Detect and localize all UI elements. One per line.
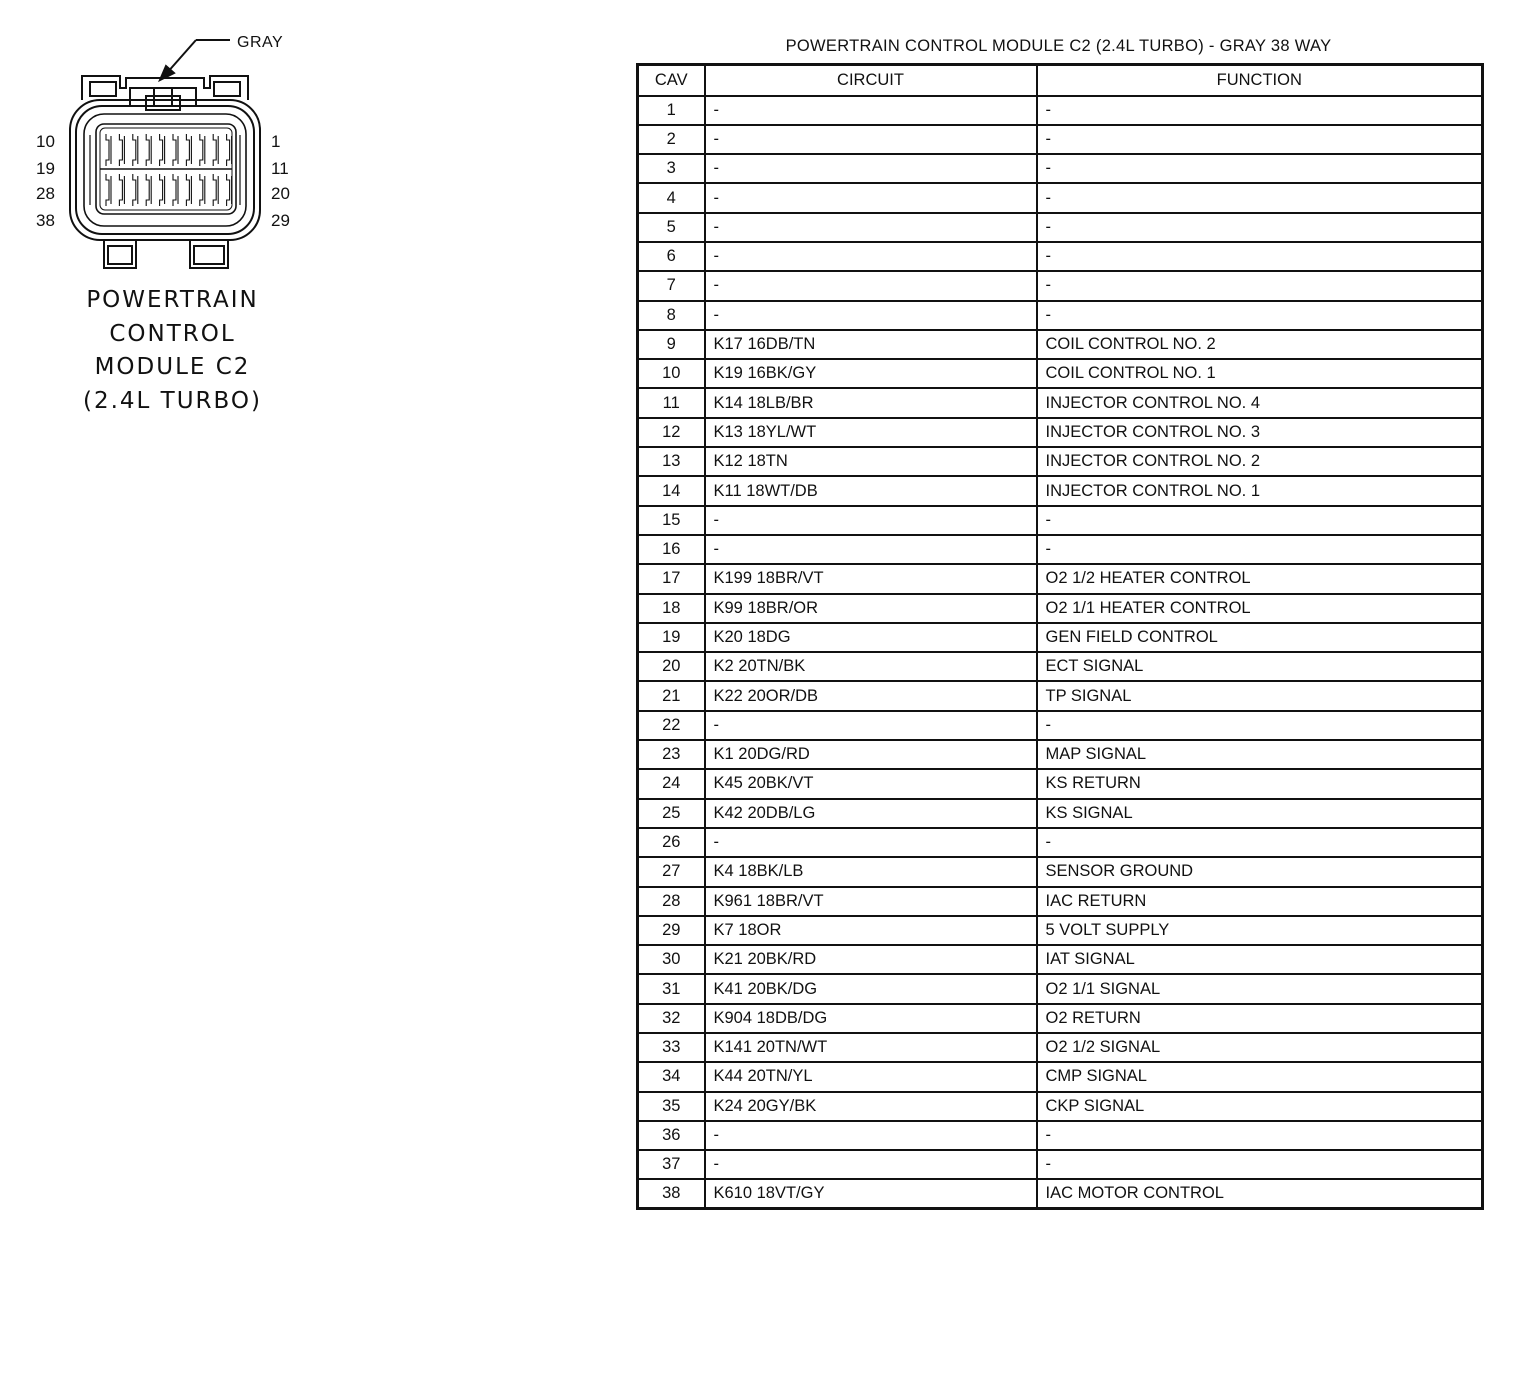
cav-cell: 16 — [638, 535, 705, 564]
table-row — [638, 1179, 1483, 1208]
table-row — [638, 506, 1483, 535]
table-row — [638, 740, 1483, 769]
cav-cell: 22 — [638, 711, 705, 740]
circuit-cell: K141 20TN/WT — [705, 1033, 1037, 1062]
cav-cell: 23 — [638, 740, 705, 769]
circuit-cell: K21 20BK/RD — [705, 945, 1037, 974]
cav-cell: 5 — [638, 213, 705, 242]
circuit-cell: K12 18TN — [705, 447, 1037, 476]
cav-cell: 30 — [638, 945, 705, 974]
connector-pin — [106, 174, 109, 206]
table-row — [638, 1033, 1483, 1062]
function-cell: O2 RETURN — [1037, 1004, 1483, 1033]
circuit-cell: K1 20DG/RD — [705, 740, 1037, 769]
table-row — [638, 535, 1483, 564]
caption-line-3: MODULE C2 — [94, 354, 251, 380]
connector-figure — [0, 0, 340, 430]
cav-cell: 20 — [638, 652, 705, 681]
table-row — [638, 183, 1483, 212]
function-cell: - — [1037, 96, 1483, 125]
cav-cell: 29 — [638, 916, 705, 945]
table-row — [638, 301, 1483, 330]
function-cell: IAC MOTOR CONTROL — [1037, 1179, 1483, 1208]
table-row — [638, 799, 1483, 828]
table-row — [638, 418, 1483, 447]
table-row — [638, 154, 1483, 183]
table-row — [638, 125, 1483, 154]
function-cell: IAT SIGNAL — [1037, 945, 1483, 974]
function-cell: IAC RETURN — [1037, 887, 1483, 916]
cav-cell: 37 — [638, 1150, 705, 1179]
connector-caption — [40, 284, 305, 418]
table-row — [638, 447, 1483, 476]
cav-cell: 26 — [638, 828, 705, 857]
pin-label-right-row3: 20 — [271, 184, 290, 203]
connector-pin — [106, 134, 109, 166]
pinout-table — [636, 63, 1484, 1210]
table-row — [638, 96, 1483, 125]
table-row — [638, 887, 1483, 916]
connector-pin — [160, 174, 163, 206]
circuit-cell: K11 18WT/DB — [705, 476, 1037, 505]
table-row — [638, 974, 1483, 1003]
cav-cell: 28 — [638, 887, 705, 916]
pin-label-left-row1: 10 — [36, 132, 55, 151]
function-cell: GEN FIELD CONTROL — [1037, 623, 1483, 652]
table-header-row — [638, 65, 1483, 96]
pin-label-left-row3: 28 — [36, 184, 55, 203]
table-row — [638, 476, 1483, 505]
circuit-cell: - — [705, 828, 1037, 857]
header-cav: CAV — [638, 65, 705, 96]
cav-cell: 36 — [638, 1121, 705, 1150]
circuit-cell: - — [705, 711, 1037, 740]
table-row — [638, 1004, 1483, 1033]
function-cell: COIL CONTROL NO. 2 — [1037, 330, 1483, 359]
table-row — [638, 330, 1483, 359]
table-row — [638, 916, 1483, 945]
connector-pin — [119, 174, 122, 206]
function-cell: O2 1/1 HEATER CONTROL — [1037, 594, 1483, 623]
circuit-cell: K99 18BR/OR — [705, 594, 1037, 623]
circuit-cell: K2 20TN/BK — [705, 652, 1037, 681]
function-cell: KS SIGNAL — [1037, 799, 1483, 828]
cav-cell: 15 — [638, 506, 705, 535]
cav-cell: 9 — [638, 330, 705, 359]
function-cell: - — [1037, 711, 1483, 740]
table-row — [638, 828, 1483, 857]
table-row — [638, 652, 1483, 681]
connector-pin — [227, 174, 230, 206]
pin-label-right-row2: 11 — [271, 159, 289, 178]
connector-pin — [119, 134, 122, 166]
circuit-cell: - — [705, 301, 1037, 330]
cav-cell: 8 — [638, 301, 705, 330]
function-cell: O2 1/2 SIGNAL — [1037, 1033, 1483, 1062]
connector-pin — [213, 134, 216, 166]
cav-cell: 27 — [638, 857, 705, 886]
circuit-cell: K20 18DG — [705, 623, 1037, 652]
cav-cell: 6 — [638, 242, 705, 271]
circuit-cell: - — [705, 154, 1037, 183]
caption-line-2: CONTROL — [109, 320, 236, 347]
circuit-cell: - — [705, 213, 1037, 242]
table-row — [638, 594, 1483, 623]
connector-pin — [173, 134, 176, 166]
circuit-cell: - — [705, 1150, 1037, 1179]
function-cell: ECT SIGNAL — [1037, 652, 1483, 681]
cav-cell: 38 — [638, 1179, 705, 1208]
table-row — [638, 564, 1483, 593]
circuit-cell: - — [705, 506, 1037, 535]
cav-cell: 7 — [638, 271, 705, 300]
function-cell: INJECTOR CONTROL NO. 1 — [1037, 476, 1483, 505]
circuit-cell: K17 16DB/TN — [705, 330, 1037, 359]
function-cell: CMP SIGNAL — [1037, 1062, 1483, 1091]
circuit-cell: K19 16BK/GY — [705, 359, 1037, 388]
table-row — [638, 1062, 1483, 1091]
cav-cell: 4 — [638, 183, 705, 212]
function-cell: O2 1/1 SIGNAL — [1037, 974, 1483, 1003]
function-cell: - — [1037, 183, 1483, 212]
function-cell: CKP SIGNAL — [1037, 1092, 1483, 1121]
connector-pin — [227, 134, 230, 166]
cav-cell: 31 — [638, 974, 705, 1003]
cav-cell: 25 — [638, 799, 705, 828]
connector-pin — [146, 134, 149, 166]
header-function: FUNCTION — [1037, 65, 1483, 96]
color-callout-label: GRAY — [237, 34, 284, 51]
circuit-cell: K42 20DB/LG — [705, 799, 1037, 828]
connector-pin — [186, 174, 189, 206]
connector-pin — [200, 174, 203, 206]
function-cell: COIL CONTROL NO. 1 — [1037, 359, 1483, 388]
table-row — [638, 857, 1483, 886]
function-cell: - — [1037, 125, 1483, 154]
cav-cell: 10 — [638, 359, 705, 388]
cav-cell: 3 — [638, 154, 705, 183]
table-row — [638, 1150, 1483, 1179]
connector-pin — [213, 174, 216, 206]
circuit-cell: K24 20GY/BK — [705, 1092, 1037, 1121]
function-cell: - — [1037, 535, 1483, 564]
cav-cell: 14 — [638, 476, 705, 505]
pinout-body — [638, 96, 1483, 1209]
cav-cell: 1 — [638, 96, 705, 125]
circuit-cell: K961 18BR/VT — [705, 887, 1037, 916]
function-cell: - — [1037, 828, 1483, 857]
function-cell: TP SIGNAL — [1037, 681, 1483, 710]
function-cell: - — [1037, 271, 1483, 300]
function-cell: 5 VOLT SUPPLY — [1037, 916, 1483, 945]
cav-cell: 2 — [638, 125, 705, 154]
connector-pin — [133, 174, 136, 206]
circuit-cell: K45 20BK/VT — [705, 769, 1037, 798]
function-cell: KS RETURN — [1037, 769, 1483, 798]
table-row — [638, 1092, 1483, 1121]
function-cell: - — [1037, 506, 1483, 535]
connector-pin — [160, 134, 163, 166]
pin-label-right-row1: 1 — [271, 132, 281, 151]
table-row — [638, 213, 1483, 242]
cav-cell: 18 — [638, 594, 705, 623]
cav-cell: 13 — [638, 447, 705, 476]
circuit-cell: - — [705, 242, 1037, 271]
pin-label-left-row4: 38 — [36, 211, 55, 230]
circuit-cell: K4 18BK/LB — [705, 857, 1037, 886]
circuit-cell: - — [705, 125, 1037, 154]
table-row — [638, 769, 1483, 798]
connector-pin — [146, 174, 149, 206]
connector-pin — [173, 174, 176, 206]
pin-label-left-row2: 19 — [36, 159, 55, 178]
circuit-cell: K7 18OR — [705, 916, 1037, 945]
cav-cell: 35 — [638, 1092, 705, 1121]
circuit-cell: - — [705, 271, 1037, 300]
circuit-cell: K44 20TN/YL — [705, 1062, 1037, 1091]
cav-cell: 11 — [638, 388, 705, 417]
table-row — [638, 359, 1483, 388]
circuit-cell: K14 18LB/BR — [705, 388, 1037, 417]
caption-line-1: POWERTRAIN — [86, 287, 259, 313]
cav-cell: 19 — [638, 623, 705, 652]
function-cell: O2 1/2 HEATER CONTROL — [1037, 564, 1483, 593]
header-circuit: CIRCUIT — [705, 65, 1037, 96]
table-title: POWERTRAIN CONTROL MODULE C2 (2.4L TURBO) - GRAY 38 WAY — [785, 37, 1332, 55]
circuit-cell: - — [705, 96, 1037, 125]
function-cell: - — [1037, 301, 1483, 330]
connector-pin — [133, 134, 136, 166]
circuit-cell: K904 18DB/DG — [705, 1004, 1037, 1033]
table-row — [638, 271, 1483, 300]
function-cell: - — [1037, 1121, 1483, 1150]
table-row — [638, 1121, 1483, 1150]
function-cell: - — [1037, 242, 1483, 271]
cav-cell: 24 — [638, 769, 705, 798]
function-cell: MAP SIGNAL — [1037, 740, 1483, 769]
table-row — [638, 388, 1483, 417]
function-cell: - — [1037, 213, 1483, 242]
function-cell: INJECTOR CONTROL NO. 4 — [1037, 388, 1483, 417]
cav-cell: 34 — [638, 1062, 705, 1091]
function-cell: INJECTOR CONTROL NO. 3 — [1037, 418, 1483, 447]
circuit-cell: - — [705, 535, 1037, 564]
table-row — [638, 945, 1483, 974]
circuit-cell: - — [705, 183, 1037, 212]
cav-cell: 33 — [638, 1033, 705, 1062]
cav-cell: 21 — [638, 681, 705, 710]
table-row — [638, 623, 1483, 652]
cav-cell: 17 — [638, 564, 705, 593]
circuit-cell: K199 18BR/VT — [705, 564, 1037, 593]
circuit-cell: K610 18VT/GY — [705, 1179, 1037, 1208]
table-row — [638, 242, 1483, 271]
circuit-cell: K22 20OR/DB — [705, 681, 1037, 710]
cav-cell: 32 — [638, 1004, 705, 1033]
table-row — [638, 711, 1483, 740]
cav-cell: 12 — [638, 418, 705, 447]
caption-line-4: (2.4L TURBO) — [83, 387, 262, 414]
circuit-cell: K41 20BK/DG — [705, 974, 1037, 1003]
pin-label-right-row4: 29 — [271, 211, 290, 230]
function-cell: SENSOR GROUND — [1037, 857, 1483, 886]
function-cell: - — [1037, 1150, 1483, 1179]
circuit-cell: K13 18YL/WT — [705, 418, 1037, 447]
function-cell: INJECTOR CONTROL NO. 2 — [1037, 447, 1483, 476]
table-row — [638, 681, 1483, 710]
connector-pin — [200, 134, 203, 166]
circuit-cell: - — [705, 1121, 1037, 1150]
connector-pin — [186, 134, 189, 166]
function-cell: - — [1037, 154, 1483, 183]
